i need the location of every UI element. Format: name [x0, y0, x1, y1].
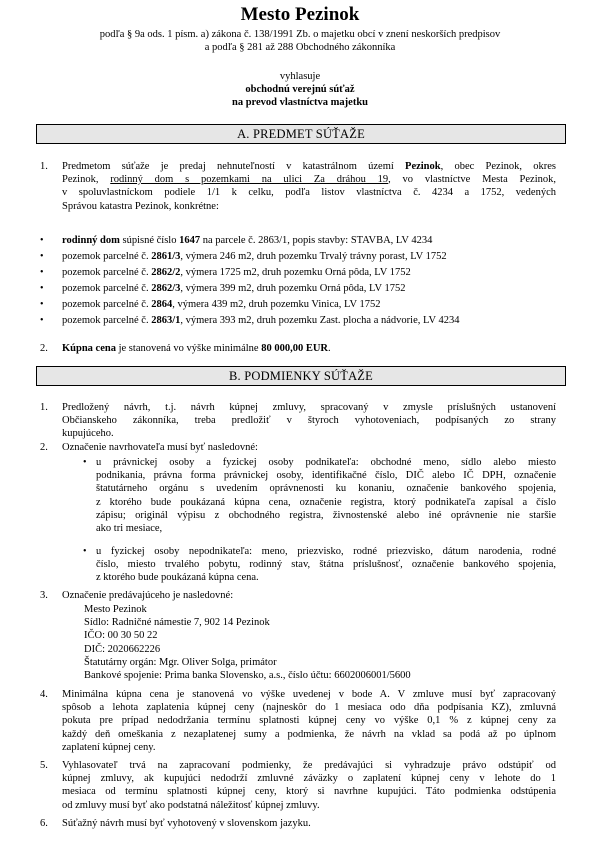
paragraph-line: podnikania, právna forma právnickej osoby, identifikačné číslo, DIČ alebo IČ DPH, označenie: [96, 470, 556, 482]
price-paragraph: Kúpna cena je stanovená vo výške minimálne 80 000,00 EUR.: [62, 343, 331, 354]
paragraph-line: zaplatení kúpnej ceny.: [62, 741, 156, 753]
seller-name: Mesto Pezinok: [84, 604, 147, 615]
bullet: •: [83, 457, 87, 468]
legal-basis-line: a podľa § 281 až 288 Obchodného zákonníka: [204, 42, 396, 53]
proposal-paragraph: [62, 401, 556, 441]
announcement: [0, 70, 600, 109]
paragraph-line: Minimálna kúpna cena je stanovená vo výške uvedenej v bode A. V zmluve musí byť zapracovaný: [62, 689, 556, 700]
announcement-intro: vyhlasuje: [279, 71, 321, 82]
paragraph-line: Občianskeho zákonníka, treba predložiť v štyroch vyhotoveniach, podpísaných zo strany: [62, 415, 556, 427]
section-a-heading: A. PREDMET SÚŤAŽE: [36, 124, 566, 144]
property-item: pozemok parcelné č. 2863/1, výmera 393 m2, druh pozemku Zast. plocha a nádvorie, LV 4234: [62, 315, 460, 326]
paragraph-line: z ktorého bude poukázaná kúpna cena, označenie registra, ktorý podnikateľa zapísal a číslo: [96, 496, 556, 508]
item-number: 5.: [40, 760, 48, 771]
paragraph-line: kupujúceho.: [62, 428, 114, 440]
property-item: pozemok parcelné č. 2862/2, výmera 1725 m2, druh pozemku Orná pôda, LV 1752: [62, 267, 411, 278]
bullet: •: [83, 546, 87, 557]
property-item: pozemok parcelné č. 2861/3, výmera 246 m2, druh pozemku Trvalý trávny porast, LV 1752: [62, 251, 447, 262]
paragraph-line: u fyzickej osoby nepodnikateľa: meno, priezvisko, rodné priezvisko, dátum narodenia, rodné: [96, 546, 556, 557]
paragraph-line: Správou katastra Pezinok, konkrétne:: [62, 200, 219, 212]
paragraph-line: pokuta pre prípad nedodržania termínu splatnosti kúpnej ceny vo výške 0,1 % z kúpnej ceny za: [62, 715, 556, 727]
paragraph-line: ako tri mesiace,: [96, 523, 163, 535]
natural-person-requirements: [96, 545, 556, 585]
paragraph-line: od zmluvy musí byť ako podstatná náležitosť kúpnej zmluvy.: [62, 799, 320, 811]
bullet: •: [40, 251, 44, 262]
paragraph-line: štatutárneho orgánu s uvedením oprávnenosti ku konaniu, označenie bankového spojenia,: [96, 483, 556, 495]
item-number: 2.: [40, 343, 48, 354]
seller-statutory: Štatutárny orgán: Mgr. Oliver Solga, primátor: [84, 656, 277, 668]
bullet: •: [40, 299, 44, 310]
bullet: •: [40, 267, 44, 278]
paragraph-line: mesiaca od termínu splatnosti kúpnej ceny, ktorý si navrhne kupujúci. Táto podmienka odstúpenia: [62, 786, 556, 798]
language-requirement: Súťažný návrh musí byť vyhotovený v slovenskom jazyku.: [62, 818, 311, 829]
paragraph-line: zápisu; originál výpisu z obchodného registra, živnostenské alebo iné oprávnenie nie staršie: [96, 509, 556, 521]
item-number: 3.: [40, 590, 48, 601]
seller-designation-intro: Označenie predávajúceho je nasledovné:: [62, 590, 234, 601]
paragraph-line: spôsob a lehota zaplatenia kúpnej ceny (najneskôr do 1 mesiaca odo dňa podpísania KZ), zmluvná: [62, 702, 556, 714]
seller-ico: IČO: 00 30 50 22: [84, 630, 158, 642]
bullet: •: [40, 235, 44, 246]
subject-paragraph: [62, 160, 556, 213]
minimum-price-paragraph: [62, 688, 556, 754]
property-item: rodinný dom súpisné číslo 1647 na parcele č. 2863/1, popis stavby: STAVBA, LV 4234: [62, 235, 433, 246]
paragraph-line: v spoluvlastníckom podiele 1/1 k celku, podľa listov vlastníctva č. 4234 a 1752, vedených: [62, 187, 556, 199]
item-number: 1.: [40, 161, 48, 172]
seller-address: Sídlo: Radničné námestie 7, 902 14 Pezinok: [84, 617, 270, 629]
document-title: Mesto Pezinok: [240, 4, 360, 25]
paragraph-line: Predmetom súťaže je predaj nehnuteľností v katastrálnom území Pezinok, obec Pezinok, okres: [62, 161, 556, 172]
announcement-line: na prevod vlastníctva majetku: [231, 97, 369, 108]
seller-dic: DIČ: 2020662226: [84, 643, 161, 655]
paragraph-line: číslo, miesto trvalého pobytu, rodinný stav, štátna príslušnosť, označenie bankového spojenia,: [96, 559, 556, 571]
paragraph-line: každý deň omeškania z nezaplatenej sumy a podmienka, že návrh na vklad sa podá až po úplnom: [62, 728, 556, 740]
bullet: •: [40, 283, 44, 294]
item-number: 1.: [40, 402, 48, 413]
paragraph-line: u právnickej osoby a fyzickej osoby podnikateľa: obchodné meno, sídlo alebo miesto: [96, 457, 556, 468]
bidder-designation-intro: Označenie navrhovateľa musí byť nasledovné:: [62, 442, 258, 453]
paragraph-line: Predložený návrh, t.j. návrh kúpnej zmluvy, spracovaný v zmysle príslušných ustanovení: [62, 402, 556, 413]
legal-basis-line: podľa § 9a ods. 1 písm. a) zákona č. 138/1991 Zb. o majetku obcí v znení neskorších predpisov: [99, 29, 501, 40]
legal-basis: [0, 28, 600, 54]
legal-entity-requirements: [96, 456, 556, 535]
item-number: 4.: [40, 689, 48, 700]
paragraph-line: Vyhlasovateľ trvá na zapracovaní podmienky, že predávajúci si vyhradzuje právo odstúpiť od: [62, 760, 556, 771]
section-b-heading: B. PODMIENKY SÚŤAŽE: [36, 366, 566, 386]
withdrawal-condition-paragraph: [62, 759, 556, 812]
paragraph-line: z ktorého bude poukázaná kúpna cena.: [96, 572, 259, 584]
paragraph-line: kúpnej zmluvy, ak kupujúci nedodrží zmluvné záväzky o zaplatení kúpnej ceny v lehote do 1: [62, 773, 556, 785]
property-item: pozemok parcelné č. 2862/3, výmera 399 m2, druh pozemku Orná pôda, LV 1752: [62, 283, 406, 294]
property-item: pozemok parcelné č. 2864, výmera 439 m2, druh pozemku Vinica, LV 1752: [62, 299, 381, 310]
paragraph-line: Pezinok, rodinný dom s pozemkami na ulici Za dráhou 19, vo vlastníctve Mesta Pezinok,: [62, 174, 556, 186]
bullet: •: [40, 315, 44, 326]
announcement-line: obchodnú verejnú súťaž: [245, 84, 355, 95]
item-number: 2.: [40, 442, 48, 453]
item-number: 6.: [40, 818, 48, 829]
seller-bank: Bankové spojenie: Prima banka Slovensko, a.s., číslo účtu: 6602006001/5600: [84, 670, 411, 682]
seller-details: [84, 603, 544, 682]
